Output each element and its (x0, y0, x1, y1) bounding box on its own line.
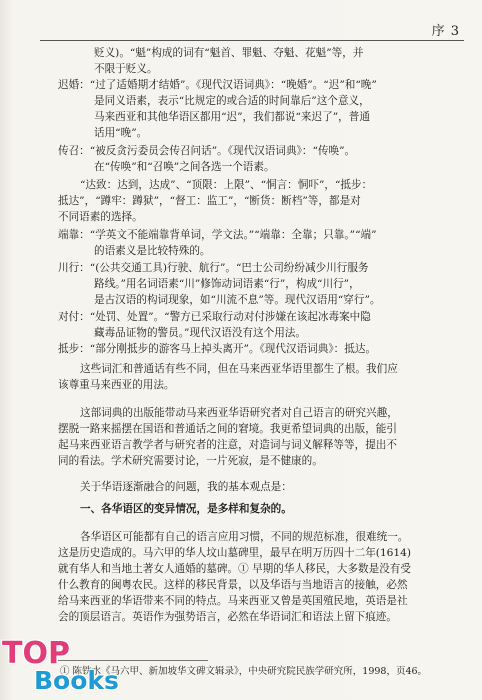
logo-top-text: TOP (2, 636, 70, 671)
text-line: 川行：“(公共交通工具)行驶、航行”。“巴士公司纷纷减少川行服务 (58, 262, 369, 274)
text-line: 抵达”，“蹲牢：蹲狱”，“督工：监工”，“断货：断档”等，都是对 (58, 195, 361, 207)
text-line: 该尊重马来西亚的用法。 (58, 379, 175, 391)
text-line: 是同义语素，表示“比规定的或合适的时间靠后”这个意义， (94, 95, 370, 107)
topbooks-watermark-logo (0, 636, 126, 700)
footnote: ① 陈铁水《马六甲、新加坡华文碑文辑录》，中央研究院民族学研究所，1998，页46。 (60, 666, 428, 677)
text-line: “达致：达到，达成”、“顶限：上限”、“恫言：恫吓”，“抵步： (80, 179, 373, 191)
text-line: 的语素义是比较特殊的。 (94, 245, 211, 257)
text-line: 不限于贬义。 (94, 63, 158, 75)
text-line: 藏毒品证物的警员。”现代汉语没有这个用法。 (94, 327, 306, 339)
text-line: 各华语区可能都有自己的语言应用习惯，不同的规范标准，很难统一。 (80, 531, 409, 543)
text-line: 路线。”用名词语素“川”修饰动词语素“行”，构成“川行”， (94, 278, 360, 290)
text-line: 这些词汇和普通话有些不同，但在马来西亚华语里都生了根。我们应 (80, 363, 398, 375)
text-line: 在“传唤”和“召唤”之间各选一个语素。 (94, 161, 275, 173)
text-line: 传召：“被反贪污委员会传召问话”。《现代汉语词典》：“传唤”。 (58, 145, 356, 157)
text-line: 摆脱一路来摇摆在国语和普通话之间的窘境。我更希望词典的出版，能引 (58, 423, 397, 435)
running-header (40, 18, 464, 41)
text-line: 这部词典的出版能带动马来西亚华语研究者对自己语言的研究兴趣， (80, 407, 398, 419)
text-line: 什么教育的闽粤农民。这样的移民背景，以及华语与当地语言的接触，必然 (58, 579, 408, 591)
page-number: 序 3 (431, 24, 460, 39)
text-line: 抵步：“部分刚抵步的游客马上掉头离开”。《现代汉语词典》：抵达。 (58, 343, 377, 355)
text-line: 给马来西亚的华语带来不同的特点。马来西亚又曾是英国殖民地，英语是社 (58, 595, 408, 607)
text-line: 不同语素的选择。 (58, 211, 143, 223)
text-line: 关于华语逐渐融合的问题，我的基本观点是： (80, 481, 292, 493)
text-line: 会的顶层语言。英语作为强势语言，必然在华语词汇和语法上留下痕迹。 (58, 611, 397, 623)
text-line: 马来西亚和其他华语区都用“迟”，我们都说“来迟了”，普通 (94, 111, 370, 123)
text-line: 这是历史造成的。马六甲的华人坟山墓碑里，最早在明万历四十二年(1614) (58, 547, 412, 559)
text-line: 端靠：“学英文不能端靠背单词，学文法。”“端靠：全靠；只靠。”“端” (58, 229, 377, 241)
text-line: 话用“晚”。 (94, 127, 148, 139)
text-line: 是古汉语的构词现象，如“川流不息”等。现代汉语用“穿行”。 (94, 294, 381, 306)
text-line: 对付：“处罚、处置”。“警方已采取行动对付涉嫌在该起冰毒案中隐 (58, 311, 371, 323)
text-line: 就有华人和当地土著女人通婚的墓碑。① 早期的华人移民，大多数是没有受 (58, 563, 411, 575)
text-line: 同的看法。学术研究需要讨论，一片死寂，是不健康的。 (58, 455, 323, 467)
text-line: 起马来西亚语言教学者与研究者的注意，对造词与词义解释等等，提出不 (58, 439, 397, 451)
text-line: 迟婚：“过了适婚期才结婚”。《现代汉语词典》：“晚婚”。“迟”和“晚” (58, 79, 377, 91)
section-heading: 一、各华语区的变异情况，是多样和复杂的。 (80, 503, 292, 515)
logo-bottom-text: Books (34, 666, 119, 695)
text-line: 贬义)。“魁”构成的词有“魁首、罪魁、夺魁、花魁”等，并 (94, 47, 364, 59)
